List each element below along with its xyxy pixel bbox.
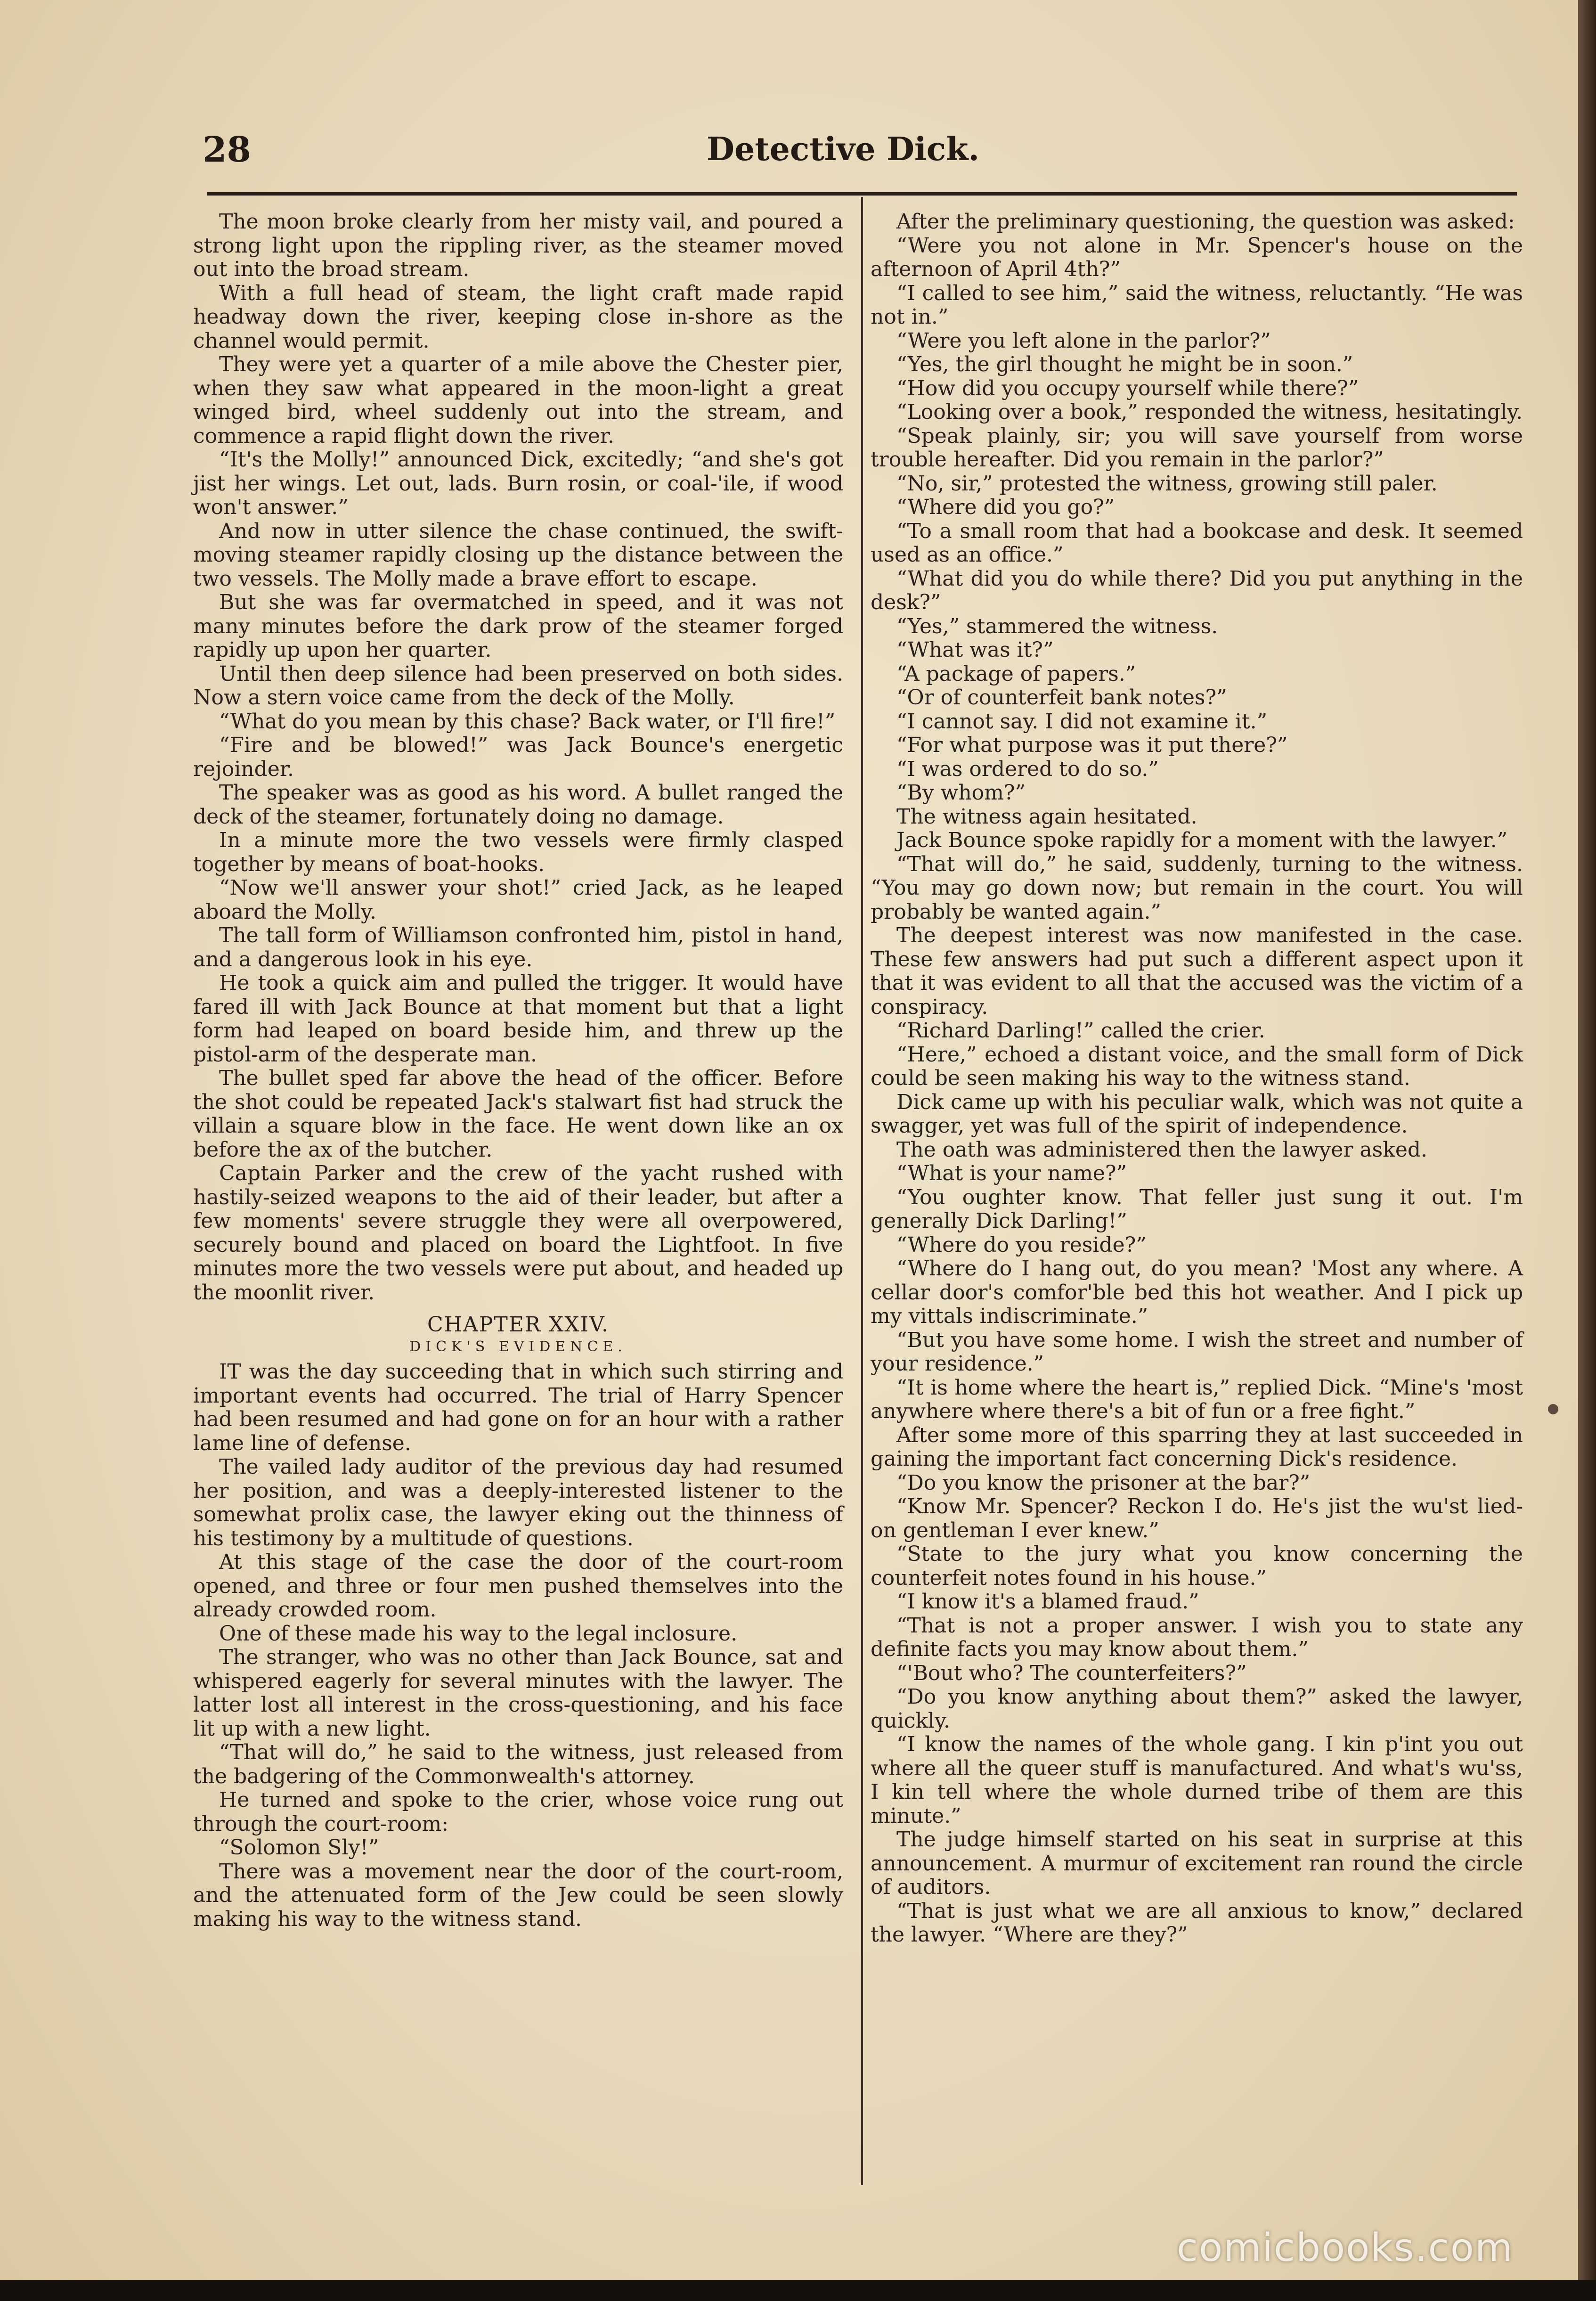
paragraph: They were yet a quarter of a mile above the Chester pier, when they saw what appeared in the moon-light a great winged bird, wheel suddenly out into the stream, and commence a rapid flight down the river. [193, 352, 843, 448]
column-divider [861, 197, 863, 2185]
paragraph: “Richard Darling!” called the crier. [896, 1019, 1265, 1043]
left-paragraphs-after-chapter [193, 1360, 843, 1931]
paragraph: “What was it?” [896, 638, 1054, 662]
paragraph: “Or of counterfeit bank notes?” [896, 685, 1227, 710]
paragraph: “Now we'll answer your shot!” cried Jack, as he leaped aboard the Molly. [193, 876, 843, 924]
right-column [871, 210, 1523, 1947]
paragraph: “To a small room that had a bookcase and desk. It seemed used as an office.” [871, 519, 1523, 567]
paragraph: With a full head of steam, the light craft made rapid headway down the river, keeping close in-shore as the channel would permit. [193, 281, 843, 353]
paragraph: “What is your name?” [896, 1161, 1127, 1185]
paragraph: “I was ordered to do so.” [896, 757, 1159, 781]
paragraph: “It is home where the heart is,” replied Dick. “Mine's 'most anywhere where there's a bit of fun or a free fight.” [871, 1375, 1523, 1423]
scan-bottom-edge [0, 2280, 1596, 2301]
paragraph: And now in utter silence the chase continued, the swift-moving steamer rapidly closing up the distance between the two vessels. The Molly made a brave effort to escape. [193, 519, 843, 591]
paragraph: “Were you left alone in the parlor?” [896, 328, 1271, 353]
paragraph: The bullet sped far above the head of the officer. Before the shot could be repeated Jack's stalwart fist had struck the villain a square blow in the face. He went down like an ox before the ax of the butcher. [193, 1066, 843, 1162]
paragraph: “That will do,” he said, suddenly, turning to the witness. “You may go down now; but remain in the court. You will probably be wanted again.” [871, 852, 1523, 924]
paragraph: The moon broke clearly from her misty vail, and poured a strong light upon the rippling river, as the steamer moved out into the broad stream. [193, 210, 843, 281]
paragraph: “How did you occupy yourself while there?” [896, 376, 1359, 400]
paragraph: Captain Parker and the crew of the yacht rushed with hastily-seized weapons to the aid of their leader, but after a few moments' severe struggle they were all overpowered, securely bound and placed on board the Lightfoot. In five minutes more the two vessels were put about, and headed up the moonlit river. [193, 1161, 843, 1305]
paragraph: “I know it's a blamed fraud.” [896, 1590, 1199, 1614]
paragraph: “Looking over a book,” responded the witness, hesitatingly. [896, 400, 1523, 424]
paragraph: “It's the Molly!” announced Dick, excitedly; “and she's got jist her wings. Let out, lads. Burn rosin, or coal-'ile, if wood won't answer.” [193, 448, 843, 519]
paragraph: “But you have some home. I wish the street and number of your residence.” [871, 1328, 1523, 1376]
paragraph: “What did you do while there? Did you put anything in the desk?” [871, 566, 1523, 614]
paragraph: The witness again hesitated. [896, 804, 1197, 829]
paragraph: “State to the jury what you know concerning the counterfeit notes found in his house.” [871, 1542, 1523, 1590]
watermark-text: comicbooks.com [1177, 2226, 1514, 2270]
paragraph: The tall form of Williamson confronted him, pistol in hand, and a dangerous look in his eye. [193, 923, 843, 971]
paragraph: “Yes,” stammered the witness. [896, 614, 1218, 638]
paper-spot [1548, 1404, 1558, 1414]
paragraph: “Yes, the girl thought he might be in soon.” [896, 352, 1353, 376]
paragraph: “A package of papers.” [896, 661, 1136, 686]
page-number: 28 [203, 130, 251, 170]
paragraph: “That will do,” he said to the witness, just released from the badgering of the Commonwealth's attorney. [193, 1740, 843, 1788]
paragraph: The oath was administered then the lawyer asked. [896, 1137, 1428, 1162]
paragraph: In a minute more the two vessels were firmly clasped together by means of boat-hooks. [193, 828, 843, 876]
paragraph: Dick came up with his peculiar walk, which was not quite a swagger, yet was full of the spirit of independence. [871, 1090, 1523, 1138]
paragraph: The deepest interest was now manifested in the case. These few answers had put such a different aspect upon it that it was evident to all that the accused was the victim of a conspiracy. [871, 923, 1523, 1019]
paragraph: “Solomon Sly!” [219, 1836, 379, 1860]
running-title: Detective Dick. [707, 131, 979, 168]
paragraph: “Do you know anything about them?” asked the lawyer, quickly. [871, 1685, 1523, 1733]
page-header [198, 125, 1517, 177]
paragraph: “Know Mr. Spencer? Reckon I do. He's jist the wu'st lied-on gentleman I ever knew.” [871, 1494, 1523, 1542]
paragraph: “For what purpose was it put there?” [896, 733, 1288, 757]
paragraph: After some more of this sparring they at last succeeded in gaining the important fact concerning Dick's residence. [871, 1423, 1523, 1471]
paragraph: “You oughter know. That feller just sung it out. I'm generally Dick Darling!” [871, 1185, 1523, 1233]
paragraph: After the preliminary questioning, the question was asked: [896, 210, 1515, 234]
header-rule [207, 192, 1517, 196]
paragraph: “Do you know the prisoner at the bar?” [896, 1470, 1311, 1495]
chapter-subtitle: DICK'S EVIDENCE. [409, 1338, 627, 1355]
paragraph: Until then deep silence had been preserved on both sides. Now a stern voice came from the deck of the Molly. [193, 661, 843, 710]
paragraph: “Where did you go?” [896, 495, 1115, 519]
paragraph: “Here,” echoed a distant voice, and the small form of Dick could be seen making his way to the witness stand. [871, 1042, 1523, 1090]
paragraph: The stranger, who was no other than Jack Bounce, sat and whispered eagerly for several minutes with the lawyer. The latter lost all interest in the cross-questioning, and his face lit up with a new light. [193, 1645, 843, 1741]
paragraph: “'Bout who? The counterfeiters?” [896, 1661, 1247, 1685]
right-paragraphs [871, 210, 1523, 1947]
paragraph: But she was far overmatched in speed, and it was not many minutes before the dark prow of the steamer forged rapidly up upon her quarter. [193, 590, 843, 662]
chapter-title: CHAPTER XXIV. [427, 1313, 610, 1337]
paragraph: “By whom?” [896, 781, 1026, 805]
paragraph: “Speak plainly, sir; you will save yourself from worse trouble hereafter. Did you remain in the parlor?” [871, 424, 1523, 472]
paragraph: “Fire and be blowed!” was Jack Bounce's energetic rejoinder. [193, 733, 843, 781]
paragraph: There was a movement near the door of the court-room, and the attenuated form of the Jew could be seen slowly making his way to the witness stand. [193, 1859, 843, 1931]
paragraph: At this stage of the case the door of the court-room opened, and three or four men pushed themselves into the already crowded room. [193, 1550, 843, 1622]
page-edge-shadow [1578, 0, 1596, 2301]
paragraph: “Where do I hang out, do you mean? 'Most any where. A cellar door's comfor'ble bed this hot weather. And I pick up my vittals indiscriminate.” [871, 1257, 1523, 1328]
paragraph: “Where do you reside?” [896, 1232, 1147, 1257]
paragraph: The speaker was as good as his word. A bullet ranged the deck of the steamer, fortunately doing no damage. [193, 781, 843, 829]
paragraph: He turned and spoke to the crier, whose voice rung out through the court-room: [193, 1788, 843, 1836]
paragraph: He took a quick aim and pulled the trigger. It would have fared ill with Jack Bounce at that moment but that a light form had leaped on board beside him, and threw up the pistol-arm of the desperate man. [193, 971, 843, 1067]
paragraph: IT was the day succeeding that in which such stirring and important events had occurred. The trial of Harry Spencer had been resumed and had gone on for an hour with a rather lame line of defense. [193, 1360, 843, 1455]
paragraph: “I cannot say. I did not examine it.” [896, 709, 1268, 734]
paragraph: “That is not a proper answer. I wish you to state any definite facts you may know about them.” [871, 1613, 1523, 1661]
paragraph: One of these made his way to the legal inclosure. [219, 1621, 738, 1646]
paragraph: “I know the names of the whole gang. I kin p'int you out where all the queer stuff is manufactured. And what's wu'ss, I kin tell where the whole durned tribe of them are this minute.” [871, 1732, 1523, 1828]
paragraph: “That is just what we are all anxious to know,” declared the lawyer. “Where are they?” [871, 1899, 1523, 1947]
left-column [193, 210, 843, 1931]
paragraph: “I called to see him,” said the witness, reluctantly. “He was not in.” [871, 281, 1523, 329]
paragraph: “No, sir,” protested the witness, growing still paler. [896, 471, 1438, 496]
paragraph: “What do you mean by this chase? Back water, or I'll fire!” [219, 709, 836, 734]
paragraph: The judge himself started on his seat in surprise at this announcement. A murmur of excitement ran round the circle of auditors. [871, 1828, 1523, 1899]
paragraph: The vailed lady auditor of the previous day had resumed her position, and was a deeply-interested listener to the somewhat prolix case, the lawyer eking out the thinness of his testimony by a multitude of questions. [193, 1455, 843, 1550]
paragraph: “Were you not alone in Mr. Spencer's house on the afternoon of April 4th?” [871, 233, 1523, 281]
left-paragraphs-before-chapter [193, 210, 843, 1305]
paragraph: Jack Bounce spoke rapidly for a moment with the lawyer.” [896, 828, 1508, 852]
